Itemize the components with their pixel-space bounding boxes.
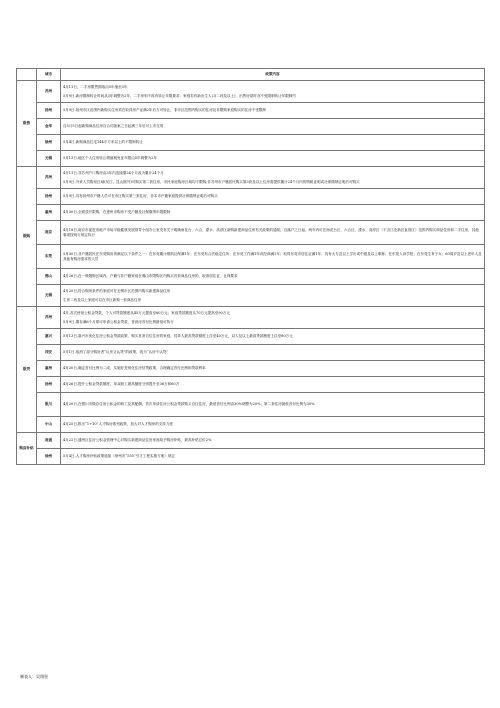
table-row (17, 449, 485, 465)
city-cell: 扬州 (37, 103, 61, 119)
city-cell: 银川 (37, 393, 61, 417)
policy-cell (61, 167, 485, 189)
policy-line: 5月13日,地区个人住房转让增值税免征年限由5年调整为2年 (63, 156, 157, 160)
city-cell: 苏州 (37, 167, 61, 189)
table-row (17, 285, 485, 307)
city-cell: 无锡 (37, 285, 61, 307)
table-row (17, 221, 485, 245)
policy-cell (61, 205, 485, 221)
city-cell: 无锡 (37, 151, 61, 167)
table-row (17, 345, 485, 361)
policy-line: 4月30日,确定首付比例为二成，实施好差别化住房信贷政策，合理确定首付比例和贷款利率 (63, 366, 206, 370)
policy-line: 5月30日,非户籍居民在东莞购房须满足以下条件之一：在东莞累计缴纳社保满1年；在东莞有合法稳定住所；在东莞工作满1年或经商满1年；取得东莞市居住证满1年；具有大专及以上学历或中级及以上职称；在东莞入读学校；在东莞生育子女；60周岁及以上老年人及其他有购房需求的人员 (63, 251, 482, 261)
table-maker: 制表人：吴翔坚 (20, 674, 48, 679)
table-row (17, 135, 485, 151)
policy-line: 4月30日,全面放开限购，在惠州市购房不受户籍及社保缴纳年限限制 (63, 210, 171, 214)
policy-cell (61, 103, 485, 119)
policy-cell (61, 151, 485, 167)
city-cell: 苏州 (37, 81, 61, 103)
policy-line: 4月26日,在一般限购区域内，户籍与非户籍家庭在佛山市限购区内购买首套商品住房的，取消居住证、社保要求 (63, 274, 238, 278)
table-row (17, 307, 485, 329)
header-city: 城市 (37, 69, 61, 81)
policy-cell (61, 119, 485, 135)
policy-line: 4月11日,非苏州户口购房由3年内连续缴24个月改为累计24个月 (63, 170, 164, 175)
policy-line: 5月4日,人才购房补贴政策延续《徐州市“555”引才工程实施方案》规定 (63, 454, 175, 458)
city-cell: 东莞 (37, 245, 61, 269)
header-policy: 政策内容 (61, 69, 485, 81)
table-row (17, 103, 485, 119)
table-row (17, 433, 485, 449)
policy-line: 自5月5日起新购商品住房自合同备案之日起满三年后可上市交易 (63, 124, 164, 128)
table-row (17, 167, 485, 189)
policy-cell (61, 269, 485, 285)
policy-cell (61, 377, 485, 393)
policy-line: 4月,首次使用公积金贷款，个人可贷款额度从45万元提高至60万元；家庭贷款额度从70万元提高至90万元 (63, 310, 230, 315)
policy-line: 5月1日,取消了部分购房者“认房又认贷”的政策，改为“认房不认贷” (63, 350, 169, 354)
header-category (17, 69, 37, 81)
policy-line: 5月9日,缴存满6个月即可申请公积金贷款，首套房首付比例最低可执行 (63, 319, 174, 324)
city-cell: 徐州 (37, 135, 61, 151)
city-cell: 南京 (37, 221, 61, 245)
policy-cell (61, 329, 485, 345)
city-cell: 惠州 (37, 361, 61, 377)
policy-line: 4月20日,符合购房条件的家庭可在无锡市区范围内购买新建商品住房 (63, 288, 171, 293)
city-cell: 苏州 (37, 307, 61, 329)
policy-line: 5月9日,新房限制转让时间从3年调整为2年，二手房则不再有转让年限要求；家庭若有新出生人口(二孩及以上)，出售房屋时亦不受限制转让年限制约 (63, 93, 296, 98)
city-cell: 西安 (37, 345, 61, 361)
policy-cell (61, 433, 485, 449)
city-cell: 金华 (37, 119, 61, 135)
city-cell: 扬州 (37, 377, 61, 393)
city-cell: 南通 (37, 433, 61, 449)
policy-line: 5月13日,嘉兴市优化住房公积金贷款政策，购买首套自住住房的家庭，其单人最高贷款额度上浮至40万元，双人及以上最高贷款额度上浮至80万元 (63, 334, 293, 338)
table-row (17, 361, 485, 377)
policy-cell (61, 417, 485, 433)
table-body (17, 81, 485, 465)
category-cell: 限售 (17, 81, 37, 167)
table-row (17, 119, 485, 135)
city-cell: 佛山 (37, 269, 61, 285)
table-row (17, 269, 485, 285)
policy-cell (61, 81, 485, 103)
table-row (17, 377, 485, 393)
policy-cell (61, 449, 485, 465)
policy-cell (61, 221, 485, 245)
table-row (17, 417, 485, 433)
policy-line: 5月9日,外来人员购房区域(吴江、昆山除外)可购买第二套住房，市民家庭购房区域均不限购;非苏州市户籍居民购买第3套及以上住房需提供累计24个月内的纳税证明或社保缴纳证明后可购买 (63, 179, 360, 184)
table-row (17, 151, 485, 167)
table-row (17, 329, 485, 345)
policy-cell (61, 307, 485, 329)
policy-cell (61, 345, 485, 361)
category-cell: 购房补贴 (17, 433, 37, 465)
policy-line: 4月11日，二手房限售期取由5年缩至3年 (63, 84, 128, 89)
policy-cell (61, 189, 485, 205)
policy-line: 4月25日,推出“1+10”人才购房系列政策，加大对人才购房的支持力度 (63, 422, 173, 426)
policy-line: 4月20日,在银川市缴存住房公积金的职工及其配偶，首次申请住房公积金贷款购买自住住房，最低首付比例由30%调整为20%；第二套住房最低首付比例为30% (63, 402, 315, 406)
city-cell: 惠州 (37, 205, 61, 221)
category-cell: 限贷 (17, 307, 37, 433)
city-cell: 扬州 (37, 189, 61, 205)
policy-line: 5月9日,具有扬州市户籍人员可在市区购买第三套住房，非本市户籍家庭提供社保缴纳证明后可购买 (63, 194, 218, 198)
table-row (17, 245, 485, 269)
table-row (17, 393, 485, 417)
policy-cell (61, 361, 485, 377)
city-cell: 中山 (37, 417, 61, 433)
table-row (17, 205, 485, 221)
table-row (17, 81, 485, 103)
city-cell: 嘉兴 (37, 329, 61, 345)
table-row (17, 189, 485, 205)
policy-cell (61, 245, 485, 269)
policy-line: 4月18日,南京市促进房地产市场平稳健康发展领导小组办公室发布关于明确雨花台、六合、溧水、高淳区新购新建商品住房有关政策的通知，自落户之日起，两年内可在雨花台区、六合区、溧水、高淳区（不含江北新区直管区）范围内购买商品住房和二手住房，其他事项按现行规定执行 (63, 227, 479, 237)
city-cell: 徐州 (37, 449, 61, 465)
policy-cell (61, 135, 485, 151)
policy-line: 4月26日,提升公积金贷款额度，单双职工最高额度分别提升至36万和60万 (63, 382, 180, 386)
policy-line: 4月22日,通州区住房公积金管理中心对购买新建商品住房家庭给予购房补贴，最高补贴总价2% (63, 438, 212, 442)
policy-line: 生育二孩及以上家庭可以在市区新购一套商品住房 (63, 297, 142, 302)
policy-table (16, 68, 485, 465)
category-cell: 限购 (17, 167, 37, 307)
policy-cell (61, 393, 485, 417)
policy-line: 5月9日,扬州市区范围内新购买住房须在取得房产证满2年后方可转让，非市区范围内购买的住房及非限购家庭购买的住房不受限制 (63, 108, 266, 112)
table-header-row (17, 69, 485, 81)
policy-line: 5月4日,新购商品住宅144平方米以上的不限制转让 (63, 140, 143, 144)
policy-cell (61, 285, 485, 307)
